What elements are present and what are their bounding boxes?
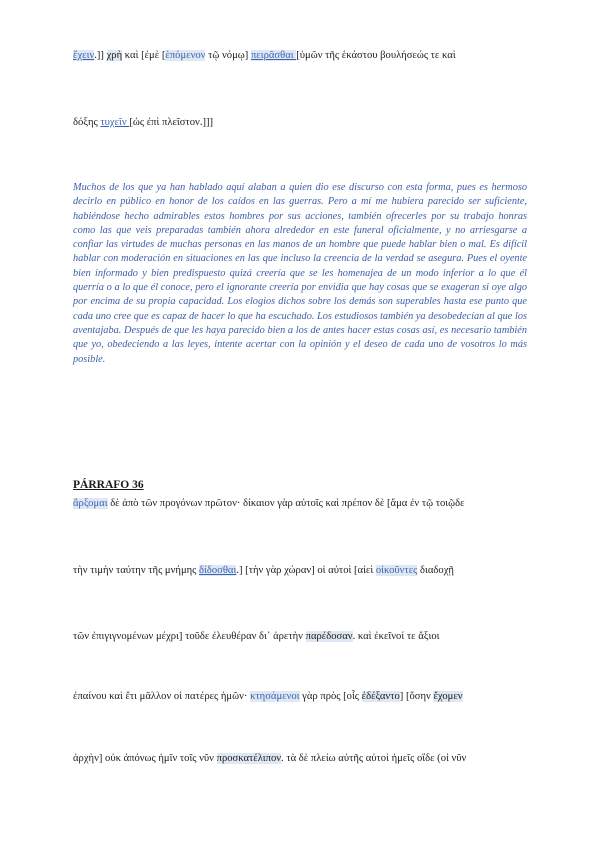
greek-line-7 <box>73 752 527 766</box>
greek-line-1 <box>73 49 527 63</box>
greek-text-segment: κτησάμενοι <box>250 691 300 702</box>
greek-text-segment: τὴν τιμὴν ταύτην τῆς μνήμης <box>73 565 200 576</box>
greek-line-5 <box>73 630 527 644</box>
greek-text-segment: .]] <box>94 50 107 61</box>
greek-text-segment: ἐπαίνου καὶ ἔτι μᾶλλον οἱ πατέρες ἡμῶν· <box>73 691 251 702</box>
spanish-translation: Muchos de los que ya han hablado aquí alaban a quien dio ese discurso con esta forma, pues es hermoso decirlo en público en honor de los caídos en las guerras. Pero a mí me hubiera parecido ser suficiente, habiéndose hecho admirables estos hombres por sus acciones, también ofrecerles por su trabajo honras como las que veis preparadas también ahora alrededor en este funeral oficialmente, y no arriesgarse a confiar las virtudes de muchas personas en las manos de un hombre que puede hablar bien o mal. Es difícil hablar con moderación en situaciones en las que incluso la creencia de la verdad se asegura. Pues el oyente bien informado y bien predispuesto quizá creería que se les homenajea de un modo inferior a lo que él querría o a lo que él conoce, pero el ignorante creería por envidia que hay cosas que se exageran si oye algo por encima de su propia capacidad. Los elogios dichos sobre los demás son superables hasta ese punto que cada uno cree que es capaz de hacer lo que ha escuchado. Los estudiosos también ya desobedecían al que los aventajaba. Después de que les haya parecido bien a los de antes hacer estas cosas así, es necesario también que yo, obedeciendo a las leyes, intente acertar con la opinión y el deseo de cada uno de vosotros lo más posible. <box>73 182 527 365</box>
greek-text-segment: χρὴ <box>106 50 123 61</box>
greek-text-segment: τῶν ἐπιγιγνομένων μέχρι] τοῦδε ἐλευθέραν δι᾽ ἀρετὴν <box>73 631 306 642</box>
greek-word-link[interactable]: ἔχειν <box>73 50 95 61</box>
greek-text-segment: ] [ὅσην <box>399 691 434 702</box>
greek-text-segment: .] [τὴν γὰρ χώραν] οἱ αὐτοὶ [αἰεὶ <box>236 565 376 576</box>
greek-text-segment: οἰκοῦντες <box>375 565 418 576</box>
greek-text-segment: παρέδοσαν <box>305 631 353 642</box>
greek-text-segment: . τὰ δὲ πλείω αὐτῆς αὐτοὶ ἡμεῖς οἵδε (οἱ νῦν <box>281 753 467 764</box>
greek-text-segment: ἄρξομαι <box>73 498 108 509</box>
greek-text-segment: ἔχομεν <box>433 691 463 702</box>
greek-text-segment: διαδοχῇ <box>417 565 454 576</box>
greek-line-6 <box>73 690 527 704</box>
greek-text-segment: προσκατέλιπον <box>216 753 282 764</box>
greek-line-2 <box>73 116 527 130</box>
greek-line-3 <box>73 497 527 511</box>
greek-text-segment: ἐδέξαντο <box>361 691 400 702</box>
greek-text-segment: [ὑμῶν τῆς ἑκάστου βουλήσεώς τε καὶ <box>296 50 456 61</box>
greek-word-link[interactable]: τυχεῖν <box>100 117 130 128</box>
greek-text-segment: τῷ νόμῳ] <box>205 50 251 61</box>
greek-text-segment: ἀρχὴν] οὐκ ἀπόνως ἡμῖν τοῖς νῦν <box>73 753 217 764</box>
greek-text-segment: ἑπόμενον <box>165 50 206 61</box>
greek-line-4 <box>73 564 527 578</box>
greek-text-segment: καὶ [ἐμὲ [ <box>122 50 166 61</box>
greek-text-segment: [ὡς ἐπὶ πλεῖστον.]]] <box>129 117 214 128</box>
greek-text-segment: γὰρ πρὸς [οἷς <box>299 691 362 702</box>
section-heading: PÁRRAFO 36 <box>73 479 144 491</box>
greek-text-segment: . καὶ ἐκεῖνοί τε ἄξιοι <box>352 631 440 642</box>
greek-text-segment: δόξης <box>73 117 101 128</box>
greek-word-link[interactable]: πειρᾶσθαι <box>250 50 297 61</box>
greek-text-segment: δὲ ἀπὸ τῶν προγόνων πρῶτον· δίκαιον γὰρ αὐτοῖς καὶ πρέπον δὲ [ἅμα ἐν τῷ τοιῷδε <box>107 498 465 509</box>
greek-word-link[interactable]: δίδοσθαι <box>199 565 237 576</box>
